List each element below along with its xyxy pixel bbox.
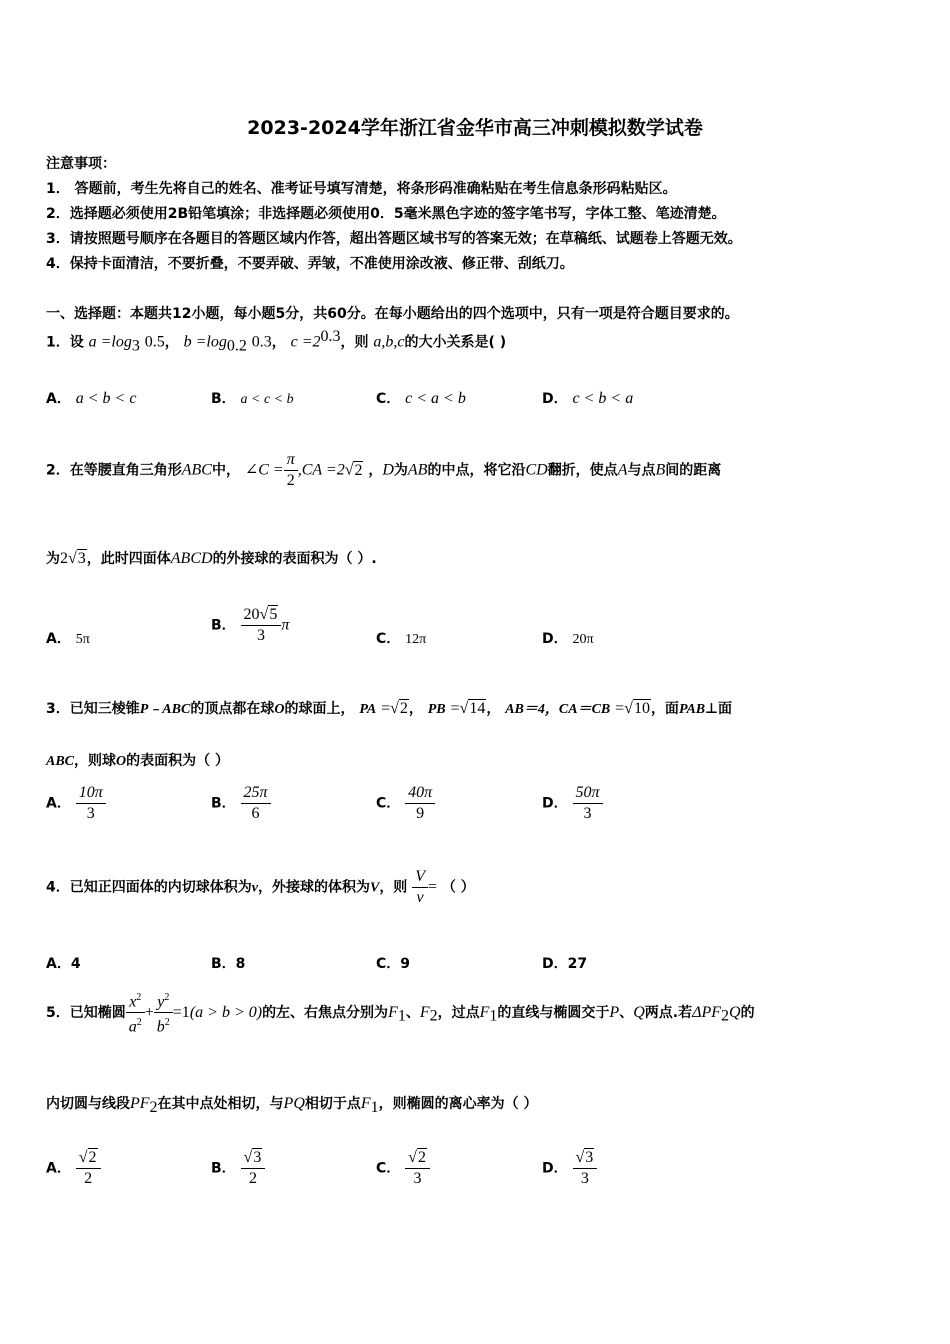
question-1: 1．设 $a =\log_3$ 0.5， $b =\log_{0.2}$ 0.3， $c =2^{0.3}$，则 a,b,c的大小关系是( ) <box>46 328 507 355</box>
q4-option-d[interactable]: D．27 <box>542 956 588 972</box>
question-5-line-1: 5．已知椭圆 $\frac{x^2}{a^2}$ + $\frac{y^2}{b^2}$ =1(a > b > 0)的左、右焦点分别为$F_1$、$F_2$，过点$F_1$的直线与椭圆交于P、Q两点.若$\Delta PF_2Q$的 <box>46 988 755 1038</box>
notice-heading: 注意事项： <box>46 156 116 172</box>
notice-item: 2．选择题必须使用2B铅笔填涂；非选择题必须使用0．5毫米黑色字迹的签字笔书写，字体工整、笔迹清楚。 <box>46 206 726 222</box>
q2-option-d[interactable]: D． 20π <box>542 631 594 647</box>
question-3-line-2: ABC，则球O的表面积为（ ） <box>46 753 230 769</box>
question-5-line-2: 内切圆与线段$PF_2$在其中点处相切，与PQ相切于点$F_1$，则椭圆的离心率为（ ） <box>46 1095 538 1116</box>
q1-option-c[interactable]: C． c < a < b <box>376 390 466 407</box>
q5-option-a[interactable]: A． $\frac{√2}{2}$ <box>46 1148 101 1189</box>
notice-item: 3．请按照题号顺序在各题目的答题区域内作答，超出答题区域书写的答案无效；在草稿纸、试题卷上答题无效。 <box>46 231 742 247</box>
q3-option-b[interactable]: B． $\frac{25\pi}{6}$ <box>211 783 271 824</box>
q3-option-d[interactable]: D． $\frac{50\pi}{3}$ <box>542 783 603 824</box>
notice-item: 4．保持卡面清洁，不要折叠，不要弄破、弄皱，不准使用涂改液、修正带、刮纸刀。 <box>46 256 574 272</box>
q1-option-a[interactable]: A． a < b < c <box>46 390 137 407</box>
question-3-line-1: 3．已知三棱锥P﹣ABC的顶点都在球O的球面上， PA =√2， PB =√14， AB＝4，CA＝CB =√10，面PAB⊥面 <box>46 700 732 717</box>
q5-option-b[interactable]: B． $\frac{√3}{2}$ <box>211 1148 265 1189</box>
q3-option-c[interactable]: C． $\frac{40\pi}{9}$ <box>376 783 435 824</box>
q5-option-d[interactable]: D． $\frac{√3}{3}$ <box>542 1148 597 1189</box>
question-2-line-2: 为2√3，此时四面体ABCD的外接球的表面积为（ ）. <box>46 550 377 567</box>
q1-option-b[interactable]: B． a < c < b <box>211 391 294 407</box>
q4-option-b[interactable]: B．8 <box>211 956 246 972</box>
q5-option-c[interactable]: C． $\frac{√2}{3}$ <box>376 1148 430 1189</box>
q3-option-a[interactable]: A． $\frac{10\pi}{3}$ <box>46 783 106 824</box>
section-heading: 一、选择题：本题共12小题，每小题5分，共60分。在每小题给出的四个选项中，只有一项是符合题目要求的。 <box>46 306 739 322</box>
q4-option-a[interactable]: A．4 <box>46 956 81 972</box>
q1-option-d[interactable]: D． c < b < a <box>542 390 634 407</box>
question-2-line-1: 2．在等腰直角三角形ABC中， ∠C = $\frac{\pi}{2}$ ,CA =2√2 ，D为AB的中点，将它沿CD翻折，使点A与点B间的距离 <box>46 451 722 489</box>
question-4: 4．已知正四面体的内切球体积为v，外接球的体积为V，则 $\frac{V}{v}$ = （ ） <box>46 868 475 906</box>
q2-option-b[interactable]: B． $\frac{20√5}{3}$ π <box>211 606 290 644</box>
q2-option-c[interactable]: C． 12π <box>376 631 427 647</box>
q4-option-c[interactable]: C．9 <box>376 956 411 972</box>
q2-option-a[interactable]: A． 5π <box>46 631 90 647</box>
exam-title: 2023-2024学年浙江省金华市高三冲刺模拟数学试卷 <box>247 117 703 139</box>
notice-item: 1． 答题前，考生先将自己的姓名、准考证号填写清楚，将条形码准确粘贴在考生信息条形码粘贴区。 <box>46 181 677 197</box>
